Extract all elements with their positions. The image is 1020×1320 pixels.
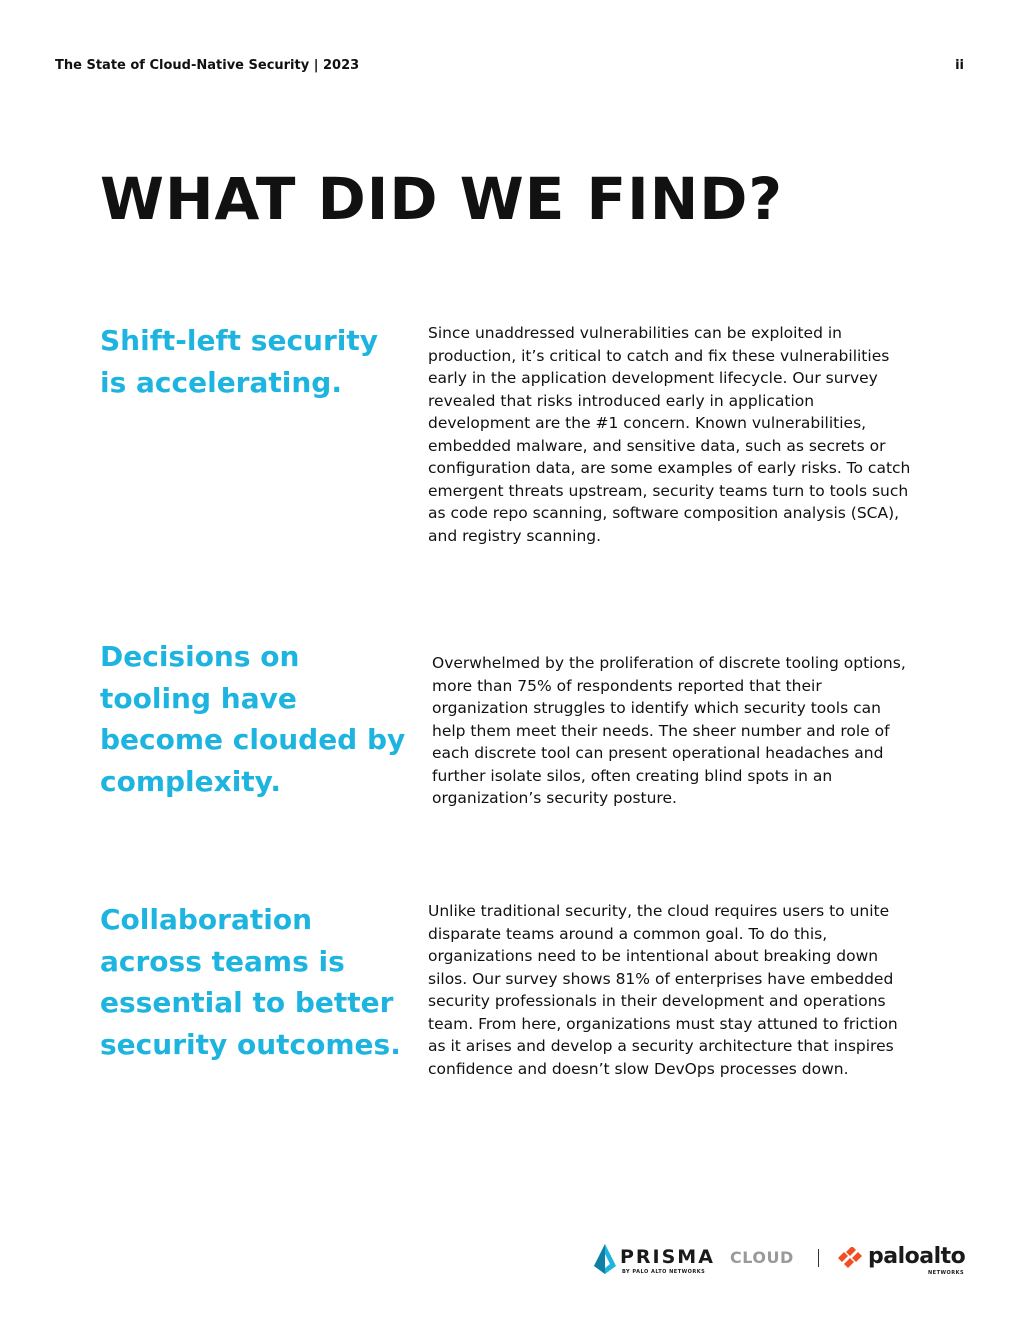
finding-heading-tooling: Decisions on tooling have become clouded by complexity. <box>100 640 406 798</box>
finding-body-tooling: Overwhelmed by the proliferation of discrete tooling options, more than 75% of respondents reported that their organization struggles to identify which security tools can help them meet their needs. The sheer number and role of each discrete tool can present operational headaches and further isolate silos, often creating blind spots in an organization’s security posture. <box>432 654 906 807</box>
finding-heading-shift-left: Shift-left security is accelerating. <box>100 324 379 399</box>
cloud-logo-word: CLOUD <box>730 1248 794 1267</box>
page-title: WHAT DID WE FIND? <box>100 165 784 233</box>
page-number: ii <box>955 58 964 73</box>
palo-alto-logo-icon <box>838 1247 866 1269</box>
logo-divider <box>818 1249 819 1267</box>
document-title: The State of Cloud-Native Security | 2023 <box>55 58 360 73</box>
finding-heading-collaboration: Collaboration across teams is essential to better security outcomes. <box>100 903 401 1061</box>
paloalto-logo-tagline: NETWORKS <box>928 1270 965 1276</box>
paloalto-logo-word: paloalto <box>868 1244 966 1269</box>
prisma-logo-tagline: BY PALO ALTO NETWORKS <box>622 1269 706 1275</box>
finding-body-collaboration: Unlike traditional security, the cloud requires users to unite disparate teams around a common goal. To do this, organizations need to be intentional about breaking down silos. Our survey shows 81% of enterprises have embedded security professionals in their development and operations team. From here, organizations must stay attuned to friction as it arises and develop a security architecture that inspires confidence and doesn’t slow DevOps processes down. <box>428 902 898 1078</box>
prisma-logo-word: PRISMA <box>620 1246 715 1268</box>
prisma-cloud-logo-icon <box>594 1244 616 1274</box>
finding-body-shift-left: Since unaddressed vulnerabilities can be exploited in production, it’s critical to catch and fix these vulnerabilities early in the application development lifecycle. Our survey revealed that risks introduced early in application development are the #1 concern. Known vulnerabilities, embedded malware, and sensitive data, such as secrets or configuration data, are some examples of early risks. To catch emergent threats upstream, security teams turn to tools such as code repo scanning, software composition analysis (SCA), and registry scanning. <box>428 324 911 545</box>
footer-logos <box>594 1242 974 1278</box>
